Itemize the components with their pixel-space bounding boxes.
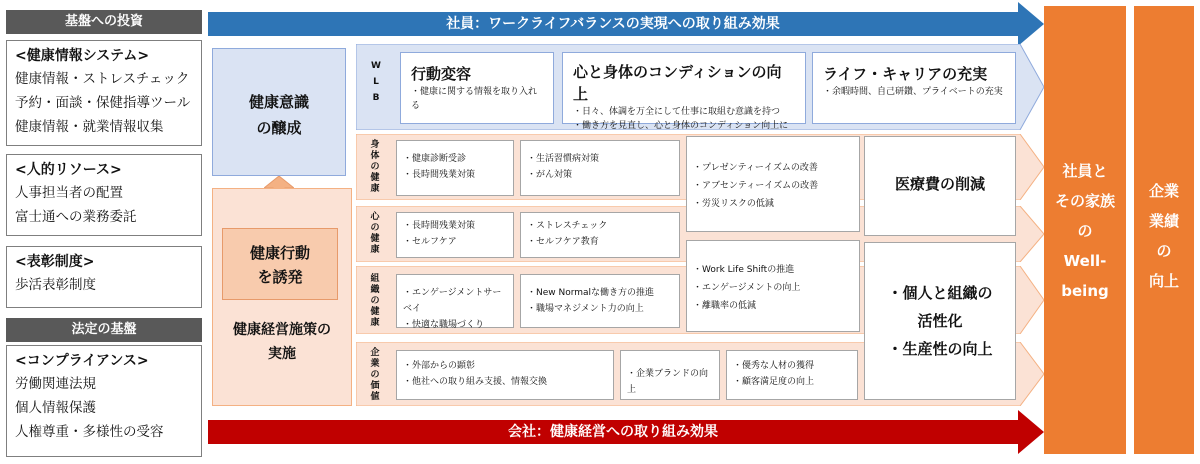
list-item: ・労災リスクの低減 <box>693 199 774 209</box>
list-item: 予約・面談・保健指導ツール <box>15 95 191 111</box>
list-item: 個人情報保護 <box>15 400 96 416</box>
list-item: ・日々、体調を万全にして仕事に取組む意識を持つ <box>573 107 781 117</box>
list-item: ・優秀な人材の獲得 <box>733 361 815 371</box>
org-cell-2 <box>520 274 680 328</box>
list-item: ・Work Life Shiftの推進 <box>693 265 795 275</box>
effects-lower-box <box>686 240 860 332</box>
list-item: ・快適な職場づくり <box>403 320 485 330</box>
list-item: ・セルフケア教育 <box>527 237 599 247</box>
activation-box <box>864 242 1016 400</box>
outcome-line: 活性化 <box>917 312 963 330</box>
compliance-box <box>6 345 202 457</box>
wlb-letter: W <box>371 61 381 71</box>
label-char: 康 <box>370 318 380 328</box>
list-item: ・長時間残業対策 <box>403 221 476 231</box>
label-char: の <box>370 162 380 172</box>
list-item: 富士通への業務委託 <box>15 209 137 225</box>
list-item: ・プレゼンティーイズムの改善 <box>693 163 818 173</box>
commendation-title: <表彰制度> <box>15 254 95 270</box>
label-char: の <box>370 223 380 233</box>
label-char: 健 <box>370 307 380 317</box>
implementation-line-2: 実施 <box>268 346 296 362</box>
mind-cell-2 <box>520 212 680 258</box>
body-cell-1 <box>396 140 514 196</box>
label-char: 織 <box>370 285 380 295</box>
wellbeing-line: その家族 <box>1054 192 1115 210</box>
org-cell-1 <box>396 274 514 328</box>
wellbeing-line: being <box>1061 282 1109 300</box>
awareness-box <box>212 48 346 176</box>
mind-row-label <box>360 212 390 256</box>
health-system-title: <健康情報システム> <box>15 48 150 64</box>
label-char: 康 <box>370 184 380 194</box>
foundation-header: 基盤への投資 <box>6 10 202 34</box>
label-char: 値 <box>370 392 380 402</box>
outcome-line: ・生産性の向上 <box>887 340 993 358</box>
effects-upper-box <box>686 136 860 232</box>
implementation-line-1: 健康経営施策の <box>233 322 331 338</box>
wellbeing-box <box>1044 6 1126 454</box>
performance-box <box>1134 6 1194 454</box>
label-char: 組 <box>370 274 380 284</box>
label-char: 業 <box>370 359 380 369</box>
performance-line: 企業 <box>1148 182 1179 200</box>
label-char: 身 <box>370 140 380 150</box>
behavior-line-2: を誘発 <box>257 268 303 286</box>
value-cell-1 <box>396 350 614 400</box>
behavior-change-title: 行動変容 <box>411 65 472 83</box>
behavior-line-1: 健康行動 <box>249 244 310 262</box>
list-item: ・エンゲージメントの向上 <box>693 283 801 293</box>
label-char: 心 <box>370 212 380 222</box>
wellbeing-line: Well- <box>1063 252 1107 270</box>
employee-arrow-label: 社員：ワークライフバランスの実現への取り組み効果 <box>446 16 780 32</box>
condition-title: 心と身体のコンディションの向上 <box>573 63 782 103</box>
list-item: 健康情報・就業情報収集 <box>15 119 164 135</box>
awareness-line-2: の醸成 <box>256 119 302 137</box>
label-char: 企 <box>370 348 380 358</box>
compliance-title: <コンプライアンス> <box>15 353 149 369</box>
label-char: の <box>370 370 380 380</box>
label-char: 健 <box>370 234 380 244</box>
behavior-box <box>222 228 338 300</box>
behavior-change-box <box>400 52 554 124</box>
list-item: ・生活習慣病対策 <box>527 154 600 164</box>
performance-line: の <box>1156 242 1172 260</box>
org-row-label <box>360 274 390 329</box>
label-char: 健 <box>370 173 380 183</box>
performance-line: 業績 <box>1148 212 1179 230</box>
wellbeing-line: の <box>1077 222 1093 240</box>
value-cell-3 <box>726 350 858 400</box>
wlb-letter: B <box>372 93 380 103</box>
value-cell-2 <box>620 350 720 400</box>
medical-cost-box: 医療費の削減 <box>864 136 1016 236</box>
outcome-line: ・個人と組織の <box>887 284 993 302</box>
mind-cell-1 <box>396 212 514 258</box>
list-item: 歩活表彰制度 <box>15 277 96 293</box>
list-item: ・ストレスチェック <box>527 221 608 231</box>
awareness-line-1: 健康意識 <box>248 93 309 111</box>
performance-line: 向上 <box>1148 272 1179 290</box>
list-item: ・New Normalな働き方の推進 <box>527 288 655 298</box>
implementation-label <box>214 318 350 366</box>
label-char: 康 <box>370 245 380 255</box>
condition-box <box>562 52 806 131</box>
label-char: の <box>370 296 380 306</box>
list-item: ・アブセンティーイズムの改善 <box>693 181 819 191</box>
list-item: 人権尊重・多様性の受容 <box>15 424 164 440</box>
list-item: ・離職率の低減 <box>693 301 757 311</box>
list-item: ・健康に関する情報を取り入れる <box>411 87 538 111</box>
company-arrow-label: 会社：健康経営への取り組み効果 <box>508 424 718 440</box>
wlb-label <box>358 58 394 106</box>
list-item: ・セルフケア <box>403 237 457 247</box>
label-char: 体 <box>370 151 380 161</box>
value-row-label <box>360 348 390 403</box>
wellbeing-line: 社員と <box>1062 162 1108 180</box>
list-item: 健康情報・ストレスチェック <box>15 71 190 87</box>
list-item: ・職場マネジメント力の向上 <box>527 304 644 314</box>
list-item: 労働関連法規 <box>15 376 96 392</box>
legal-header: 法定の基盤 <box>6 318 202 342</box>
list-item: ・長時間残業対策 <box>403 170 476 180</box>
life-career-box <box>812 52 1016 124</box>
list-item: ・エンゲージメントサーベイ <box>403 288 502 314</box>
label-char: 価 <box>370 381 380 391</box>
commendation-box <box>6 246 202 308</box>
list-item: ・健康診断受診 <box>403 154 467 164</box>
list-item: ・余暇時間、自己研鑽、プライベートの充実 <box>823 87 1003 97</box>
list-item: ・働き方を見直し、心と身体のコンディション向上に <box>573 121 789 131</box>
list-item: 人事担当者の配置 <box>15 185 123 201</box>
human-resources-title: <人的リソース> <box>15 162 122 178</box>
health-system-box <box>6 40 202 146</box>
body-row-label <box>360 140 390 195</box>
list-item: ・顧客満足度の向上 <box>733 377 815 387</box>
list-item: ・がん対策 <box>527 170 573 180</box>
list-item: ・企業ブランドの向上 <box>627 369 709 395</box>
human-resources-box <box>6 154 202 236</box>
list-item: ・他社への取り組み支援、情報交換 <box>403 377 548 387</box>
life-career-title: ライフ・キャリアの充実 <box>823 65 988 83</box>
body-cell-2 <box>520 140 680 196</box>
wlb-letter: L <box>373 77 379 87</box>
list-item: ・外部からの顕彰 <box>403 361 476 371</box>
